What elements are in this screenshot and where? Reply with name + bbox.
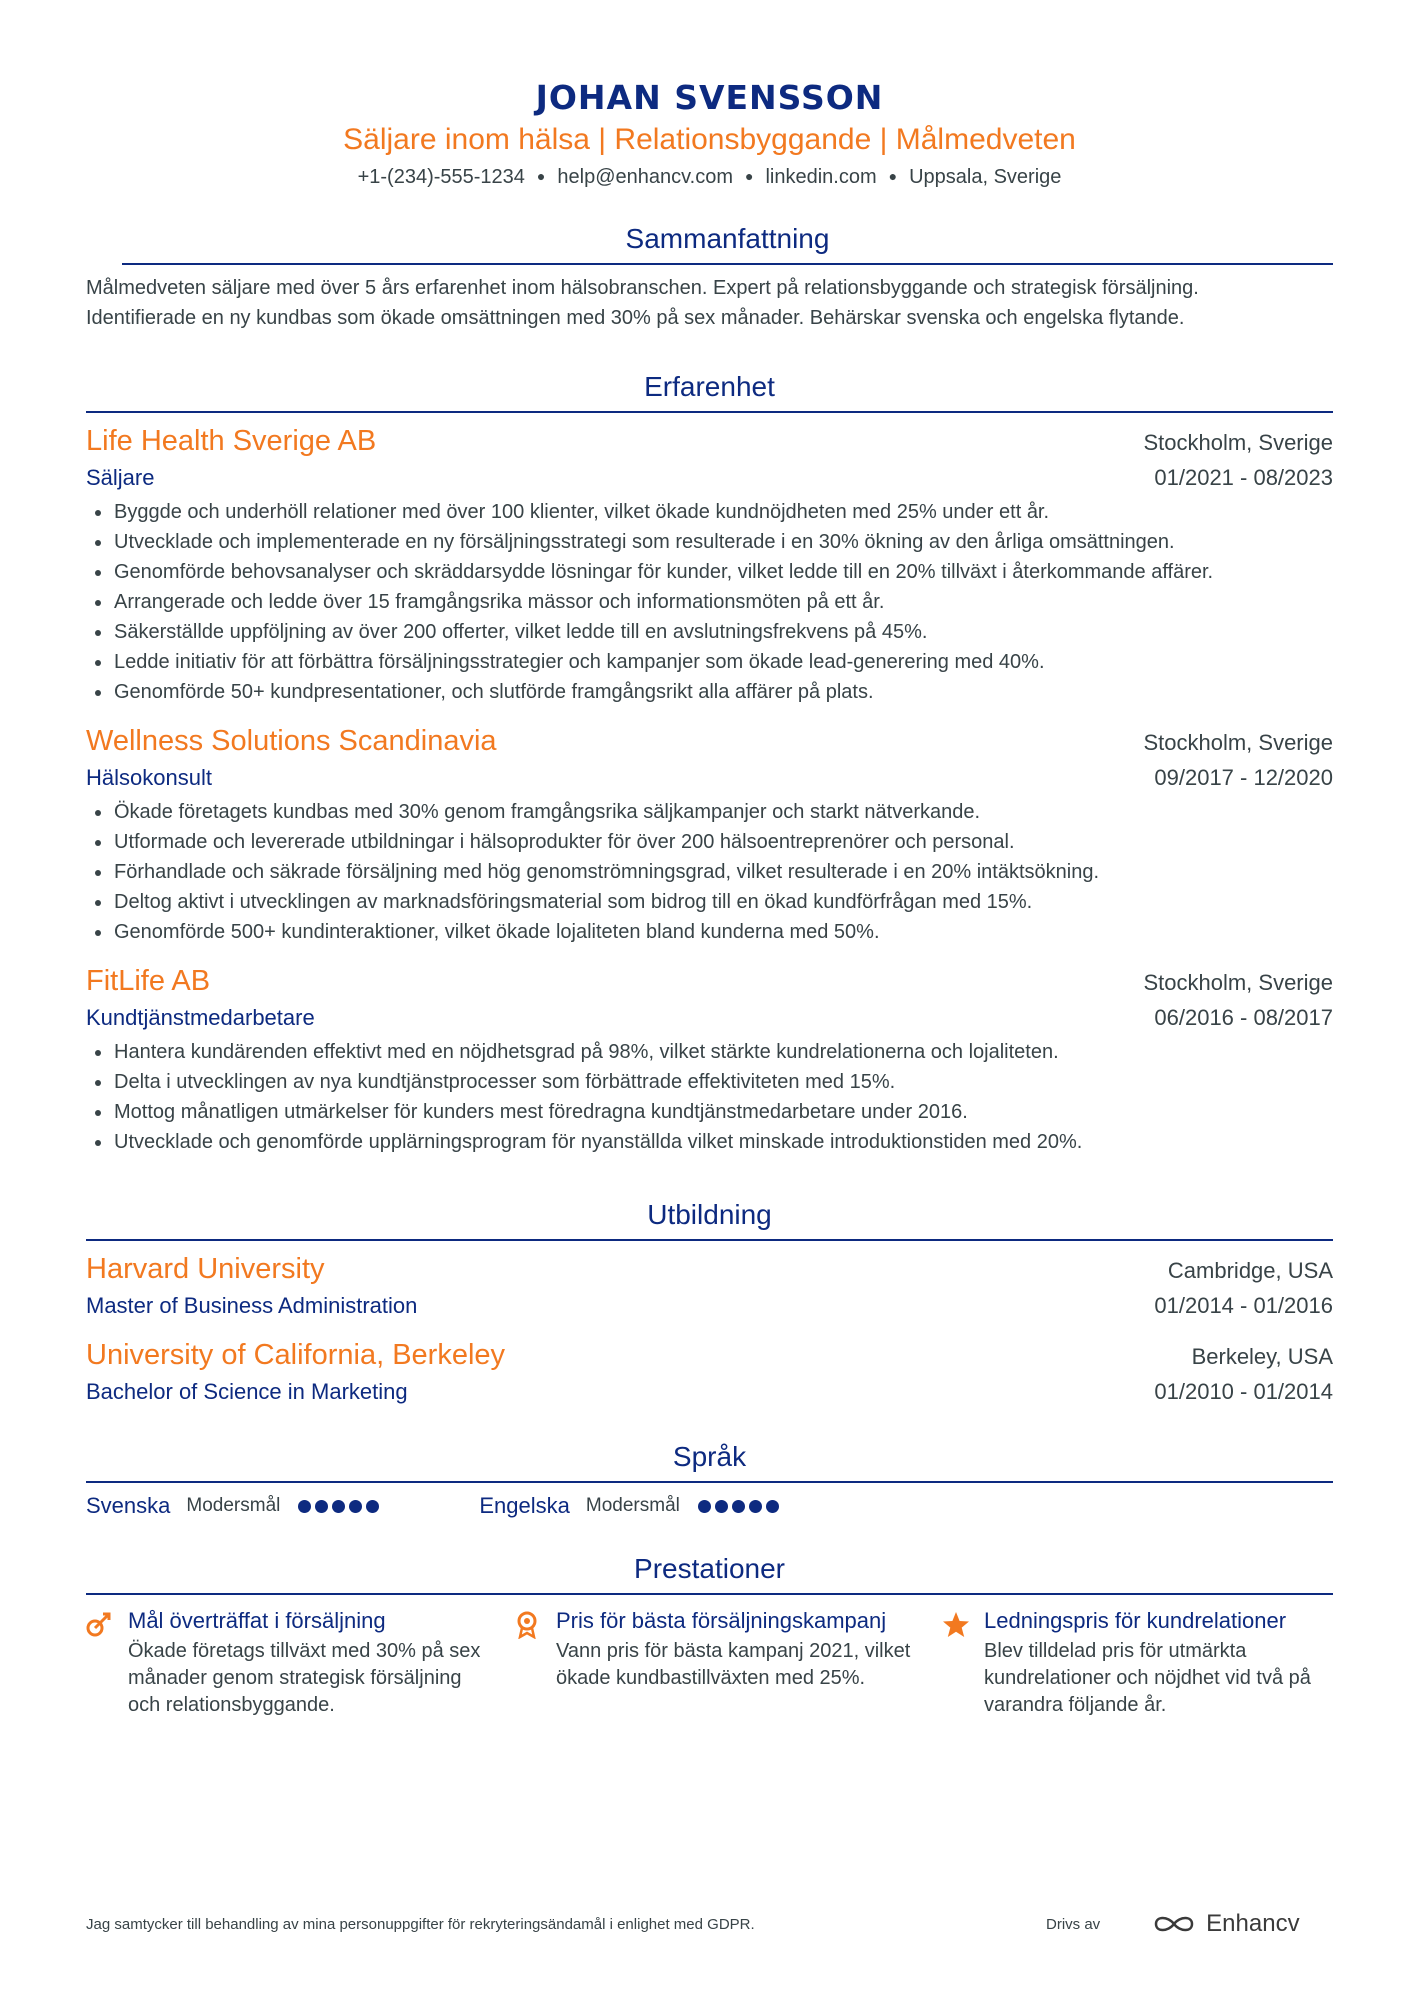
summary-text: Målmedveten säljare med över 5 års erfarenhet inom hälsobranschen. Expert på relationsbyggande och strategisk försäljning. Identifierade en ny kundbas som ökade omsättningen med 30% på sex månader. Behärskar svenska och engelska flytande. [86, 277, 1199, 329]
achievement-title: Pris för bästa försäljningskampanj [556, 1608, 887, 1633]
language-item [86, 1493, 383, 1519]
achievement-title: Mål överträffat i försäljning [128, 1608, 386, 1633]
job-dates: 09/2017 - 12/2020 [1154, 765, 1333, 790]
bullet-item: Arrangerade och ledde över 15 framgångsrika mässor och informationsmöten på ett år. [86, 587, 1333, 617]
school-location: Berkeley, USA [1191, 1344, 1333, 1369]
school-name: Harvard University [86, 1253, 325, 1285]
education-dates: 01/2014 - 01/2016 [1154, 1293, 1333, 1318]
bullet-item: Ledde initiativ för att förbättra försäljningsstrategier och kampanjer som ökade lead-generering med 40%. [86, 647, 1333, 677]
separator-dot: ● [744, 168, 754, 184]
languages-heading: Språk [86, 1437, 1333, 1483]
proficiency-dots [698, 1500, 783, 1513]
job-dates: 06/2016 - 08/2017 [1154, 1005, 1333, 1030]
separator-dot: ● [536, 168, 546, 184]
school-location: Cambridge, USA [1167, 1258, 1333, 1283]
language-item [479, 1493, 783, 1519]
resume-page [86, 0, 1333, 1719]
star-icon [942, 1607, 984, 1719]
bullet-item: Ökade företagets kundbas med 30% genom framgångsrika säljkampanjer och starkt nätverkande. [86, 797, 1333, 827]
experience-entry [86, 721, 1333, 947]
education-entry [86, 1335, 1333, 1409]
resume-header [86, 0, 1333, 193]
experience-entry [86, 961, 1333, 1157]
achievement-item [86, 1607, 514, 1719]
page-footer [86, 1910, 1326, 1938]
bullet-item: Hantera kundärenden effektivt med en nöjdhetsgrad på 98%, vilket stärkte kundrelationerna och lojaliteten. [86, 1037, 1333, 1067]
brand-name: Enhancv [1206, 1910, 1300, 1937]
experience-section [86, 367, 1333, 1157]
job-title: Hälsokonsult [86, 765, 212, 790]
achievement-desc: Blev tilldelad pris för utmärkta kundrelationer och nöjdhet vid två på varandra följande år. [984, 1640, 1311, 1716]
contact-linkedin[interactable]: linkedin.com [765, 166, 877, 188]
achievement-title: Ledningspris för kundrelationer [984, 1608, 1287, 1633]
language-name: Engelska [479, 1493, 570, 1518]
bullet-item: Utvecklade och implementerade en ny försäljningsstrategi som resulterade i en 30% ökning av den årliga omsättningen. [86, 527, 1333, 557]
candidate-tagline: Säljare inom hälsa | Relationsbyggande | Målmedveten [343, 123, 1076, 156]
bullet-item: Genomförde 500+ kundinteraktioner, vilket ökade lojaliteten bland kunderna med 50%. [86, 917, 1333, 947]
experience-heading: Erfarenhet [86, 367, 1333, 413]
achievement-desc: Ökade företags tillväxt med 30% på sex månader genom strategisk försäljning och relationsbyggande. [128, 1640, 481, 1716]
bullet-item: Genomförde 50+ kundpresentationer, och slutförde framgångsrikt alla affärer på plats. [86, 677, 1333, 707]
bullet-item: Byggde och underhöll relationer med över 100 klienter, vilket ökade kundnöjdheten med 25% under ett år. [86, 497, 1333, 527]
language-level: Modersmål [186, 1495, 281, 1516]
company-name: Life Health Sverige AB [86, 425, 377, 457]
experience-entry [86, 421, 1333, 707]
proficiency-dots [298, 1500, 383, 1513]
contact-phone: +1-(234)-555-1234 [357, 166, 525, 188]
job-dates: 01/2021 - 08/2023 [1154, 465, 1333, 490]
bullet-item: Deltog aktivt i utvecklingen av marknadsföringsmaterial som bidrog till en ökad kundförfrågan med 15%. [86, 887, 1333, 917]
education-dates: 01/2010 - 01/2014 [1154, 1379, 1333, 1404]
job-bullets [86, 1037, 1333, 1157]
bullet-item: Utvecklade och genomförde upplärningsprogram för nyanställda vilket minskade introduktionstiden med 20%. [86, 1127, 1333, 1157]
languages-list [86, 1493, 1333, 1519]
company-name: FitLife AB [86, 965, 211, 997]
achievement-item [942, 1607, 1332, 1719]
achievements-heading: Prestationer [86, 1549, 1333, 1595]
bullet-item: Mottog månatligen utmärkelser för kunders mest föredragna kundtjänstmedarbetare under 2016. [86, 1097, 1333, 1127]
bullet-item: Delta i utvecklingen av nya kundtjänstprocesser som förbättrade effektiviteten med 15%. [86, 1067, 1333, 1097]
language-name: Svenska [86, 1493, 171, 1518]
summary-section [86, 219, 1333, 333]
brand-logo[interactable] [1152, 1910, 1299, 1938]
contact-line [86, 162, 1333, 193]
gdpr-consent: Jag samtycker till behandling av mina personuppgifter för rekryteringsändamål i enlighet med GDPR. [86, 1915, 755, 1933]
achievement-item [514, 1607, 942, 1719]
summary-heading: Sammanfattning [122, 219, 1333, 265]
education-entry [86, 1249, 1333, 1323]
job-bullets [86, 497, 1333, 707]
job-location: Stockholm, Sverige [1143, 430, 1333, 455]
bullet-item: Förhandlade och säkrade försäljning med hög genomströmningsgrad, vilket resulterade i en 20% intäktsökning. [86, 857, 1333, 887]
education-heading: Utbildning [86, 1195, 1333, 1241]
candidate-name: JOHAN SVENSSON [535, 78, 884, 117]
achievement-desc: Vann pris för bästa kampanj 2021, vilket ökade kundbastillväxten med 25%. [556, 1640, 911, 1689]
language-level: Modersmål [585, 1495, 680, 1516]
bullet-item: Säkerställde uppföljning av över 200 offerter, vilket ledde till en avslutningsfrekvens på 45%. [86, 617, 1333, 647]
award-ribbon-icon [514, 1607, 556, 1719]
bullet-item: Utformade och levererade utbildningar i hälsoprodukter för över 200 hälsoentreprenörer och personal. [86, 827, 1333, 857]
job-location: Stockholm, Sverige [1143, 730, 1333, 755]
achievements-grid [86, 1607, 1333, 1719]
job-bullets [86, 797, 1333, 947]
achievements-section [86, 1549, 1333, 1719]
company-name: Wellness Solutions Scandinavia [86, 725, 497, 757]
separator-dot: ● [888, 168, 898, 184]
job-title: Kundtjänstmedarbetare [86, 1005, 315, 1030]
enhancv-logo-icon [1152, 1912, 1196, 1936]
bullet-item: Genomförde behovsanalyser och skräddarsydde lösningar för kunder, vilket ledde till en 20% tillväxt i återkommande affärer. [86, 557, 1333, 587]
education-section [86, 1195, 1333, 1409]
degree-name: Bachelor of Science in Marketing [86, 1379, 408, 1404]
degree-name: Master of Business Administration [86, 1293, 418, 1318]
school-name: University of California, Berkeley [86, 1339, 506, 1371]
contact-email[interactable]: help@enhancv.com [557, 166, 733, 188]
job-title: Säljare [86, 465, 155, 490]
contact-location: Uppsala, Sverige [909, 166, 1062, 188]
target-arrow-icon [86, 1607, 128, 1719]
job-location: Stockholm, Sverige [1143, 970, 1333, 995]
languages-section [86, 1437, 1333, 1519]
powered-by-label: Drivs av [1046, 1915, 1101, 1933]
